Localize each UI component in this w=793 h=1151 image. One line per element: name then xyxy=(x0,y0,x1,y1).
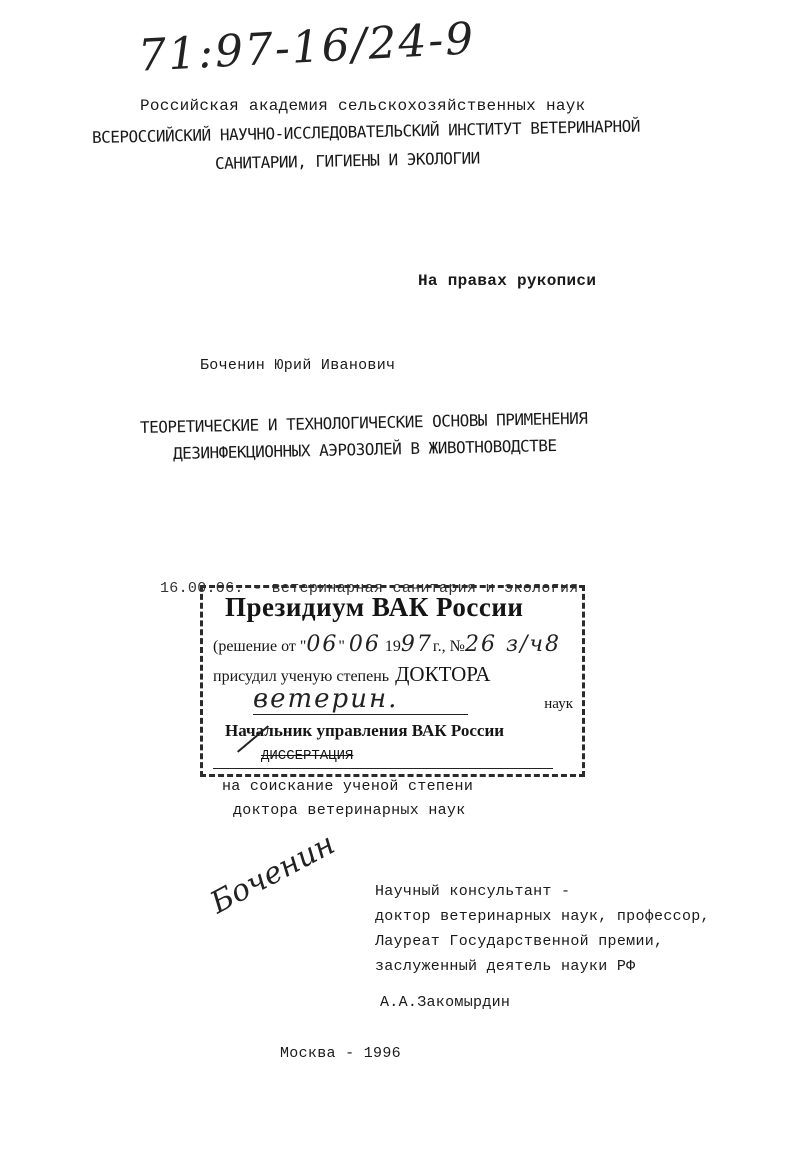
field-handwritten: ветерин. xyxy=(253,684,468,715)
vak-stamp xyxy=(200,585,585,777)
decision-suffix: г., № xyxy=(432,638,465,655)
decision-year-prefix: 19 xyxy=(384,638,401,655)
consultant-title: заслуженный деятель науки РФ xyxy=(375,958,636,975)
specialty-code: 16.00.06. - ветеринарная санитария и экология xyxy=(160,580,579,597)
author-name: Боченин Юрий Иванович xyxy=(200,357,396,374)
stamp-bottom-rule xyxy=(213,768,553,769)
decision-month: 06 xyxy=(348,632,381,657)
archive-code: 71:97-16/24-9 xyxy=(136,13,477,82)
academy-name: Российская академия сельскохозяйственных наук xyxy=(140,97,586,115)
stamp-heading: Президиум ВАК России xyxy=(225,592,524,622)
stamp-decision xyxy=(213,632,561,657)
dissertation-title-line2: ДЕЗИНФЕКЦИОННЫХ АЭРОЗОЛЕЙ В ЖИВОТНОВОДСТВЕ xyxy=(172,435,557,463)
purpose-line2: доктора ветеринарных наук xyxy=(233,802,466,819)
decision-prefix: (решение от " xyxy=(213,638,307,655)
decision-year: 97 xyxy=(400,632,433,657)
consultant-degree: доктор ветеринарных наук, профессор, xyxy=(375,908,710,925)
stamp-field xyxy=(253,684,573,714)
sciences-text: наук xyxy=(544,696,573,712)
awarded-text: присудил ученую степень xyxy=(213,668,390,685)
consultant-award: Лауреат Государственной премии, xyxy=(375,933,664,950)
purpose-line1: на соискание ученой степени xyxy=(222,778,474,795)
institute-name-line2: САНИТАРИИ, ГИГИЕНЫ И ЭКОЛОГИИ xyxy=(214,148,481,173)
consultant-name: А.А.Закомырдин xyxy=(380,994,511,1011)
stamp-doc-type: ДИССЕРТАЦИЯ xyxy=(261,748,354,764)
decision-day: 06 xyxy=(306,632,339,657)
manuscript-rights: На правах рукописи xyxy=(418,272,597,290)
consultant-label: Научный консультант - xyxy=(375,883,571,900)
decision-number: 26 з/ч8 xyxy=(464,632,562,657)
author-signature: Боченин xyxy=(204,826,341,921)
dissertation-title-line1: ТЕОРЕТИЧЕСКИЕ И ТЕХНОЛОГИЧЕСКИЕ ОСНОВЫ ПРИМЕНЕНИЯ xyxy=(139,408,588,437)
institute-name-line1: ВСЕРОССИЙСКИЙ НАУЧНО-ИССЛЕДОВАТЕЛЬСКИЙ ИНСТИТУТ ВЕТЕРИНАРНОЙ xyxy=(91,116,641,147)
city-year: Москва - 1996 xyxy=(280,1045,401,1062)
decision-mid: " xyxy=(338,638,345,655)
stamp-chief: Начальник управления ВАК России xyxy=(225,721,505,740)
degree-text: ДОКТОРА xyxy=(395,662,491,686)
